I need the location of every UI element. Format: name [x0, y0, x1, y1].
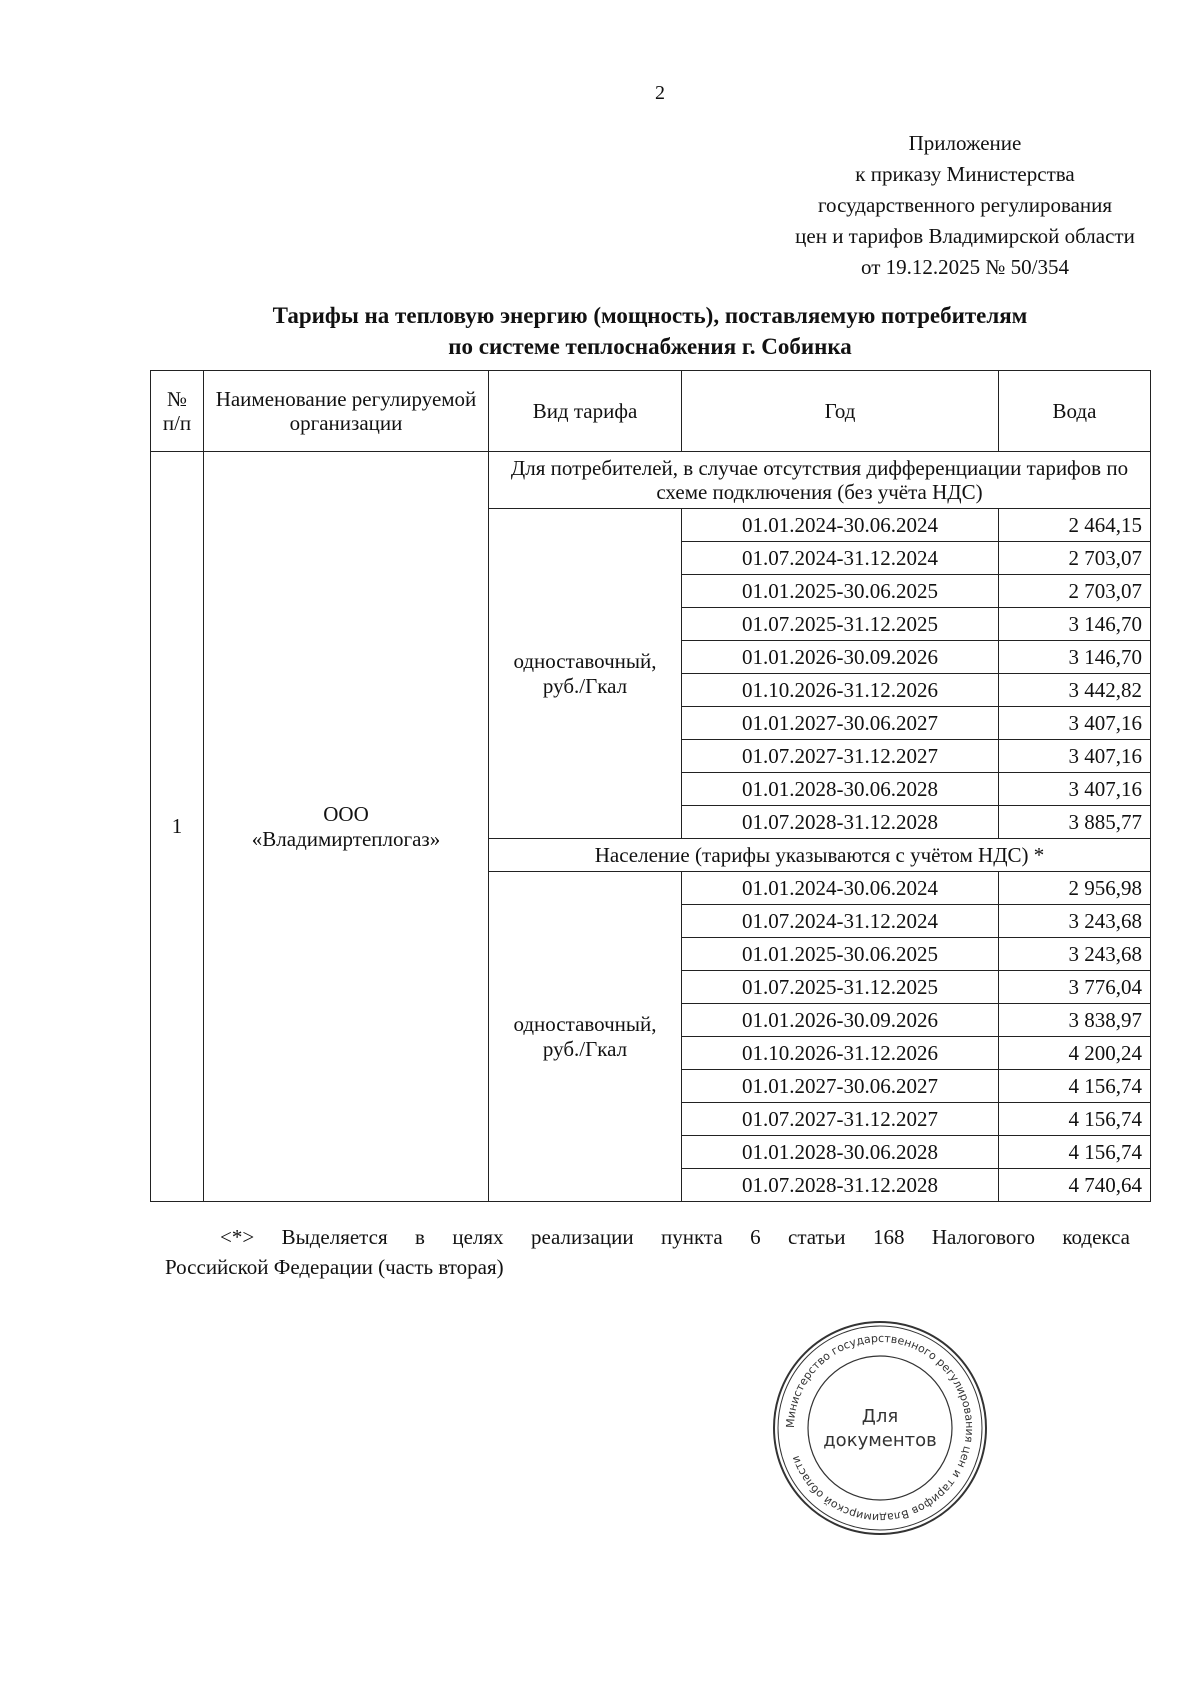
document-title: [150, 300, 1150, 362]
title-line: Тарифы на тепловую энергию (мощность), поставляемую потребителям: [272, 303, 1028, 328]
stamp-center-line: документов: [823, 1430, 937, 1451]
tariff-value-cell: 4 156,74: [999, 1103, 1151, 1136]
tariff-value-cell: 4 740,64: [999, 1169, 1151, 1202]
section1-tariff-type: [489, 509, 682, 839]
period-cell: 01.01.2024-30.06.2024: [682, 509, 999, 542]
appendix-line: от 19.12.2025 № 50/354: [860, 255, 1070, 279]
tariff-value-cell: 4 156,74: [999, 1070, 1151, 1103]
appendix-line: Приложение: [908, 131, 1022, 155]
period-cell: 01.07.2027-31.12.2027: [682, 740, 999, 773]
tariff-value-cell: 2 703,07: [999, 542, 1151, 575]
tariff-value-cell: 3 407,16: [999, 773, 1151, 806]
header-num: № п/п: [151, 371, 204, 452]
header-year: Год: [682, 371, 999, 452]
header-org: Наименование регулируемой организации: [204, 371, 489, 452]
footnote-line: <*> Выделяется в целях реализации пункта 6 статьи 168 Налогового кодекса: [220, 1225, 1130, 1249]
period-cell: 01.01.2024-30.06.2024: [682, 872, 999, 905]
section2-title: Население (тарифы указываются с учётом НДС) *: [489, 839, 1151, 872]
tariff-value-cell: 3 776,04: [999, 971, 1151, 1004]
tariff-table: [150, 370, 1151, 1202]
stamp-ring-text: Министерство государственного регулирования цен и тарифов Владимирской области: [783, 1331, 977, 1525]
tariff-type-unit: руб./Гкал: [542, 673, 628, 698]
tariff-value-cell: 3 146,70: [999, 608, 1151, 641]
period-cell: 01.01.2028-30.06.2028: [682, 773, 999, 806]
header-type: Вид тарифа: [489, 371, 682, 452]
period-cell: 01.01.2026-30.09.2026: [682, 1004, 999, 1037]
page-number: 2: [655, 82, 665, 104]
tariff-value-cell: 3 243,68: [999, 938, 1151, 971]
period-cell: 01.07.2028-31.12.2028: [682, 1169, 999, 1202]
tariff-value-cell: 3 407,16: [999, 707, 1151, 740]
period-cell: 01.01.2025-30.06.2025: [682, 575, 999, 608]
tariff-value-cell: 3 885,77: [999, 806, 1151, 839]
appendix-line: цен и тарифов Владимирской области: [795, 224, 1135, 248]
section2-tariff-type: [489, 872, 682, 1202]
tariff-value-cell: 2 703,07: [999, 575, 1151, 608]
tariff-type-line: одноставочный,: [513, 648, 657, 673]
row-number: 1: [151, 452, 204, 1202]
footnote-line: Российской Федерации (часть вторая): [165, 1255, 504, 1279]
period-cell: 01.10.2026-31.12.2026: [682, 1037, 999, 1070]
appendix-block: [700, 128, 1200, 283]
tariff-value-cell: 4 200,24: [999, 1037, 1151, 1070]
period-cell: 01.10.2026-31.12.2026: [682, 674, 999, 707]
footnote: [165, 1222, 1130, 1282]
tariff-type-line: одноставочный,: [513, 1011, 657, 1036]
title-line: по системе теплоснабжения г. Собинка: [448, 334, 852, 359]
tariff-value-cell: 3 407,16: [999, 740, 1151, 773]
table-body: [151, 452, 1151, 1202]
tariff-value-cell: 3 146,70: [999, 641, 1151, 674]
tariff-value-cell: 3 442,82: [999, 674, 1151, 707]
organization-cell: [204, 452, 489, 1202]
tariff-value-cell: 4 156,74: [999, 1136, 1151, 1169]
period-cell: 01.01.2027-30.06.2027: [682, 1070, 999, 1103]
stamp: [770, 1318, 990, 1538]
stamp-center-line: Для: [861, 1406, 899, 1427]
tariff-value-cell: 3 243,68: [999, 905, 1151, 938]
period-cell: 01.01.2027-30.06.2027: [682, 707, 999, 740]
tariff-value-cell: 3 838,97: [999, 1004, 1151, 1037]
period-cell: 01.01.2025-30.06.2025: [682, 938, 999, 971]
appendix-line: государственного регулирования: [817, 193, 1113, 217]
tariff-value-cell: 2 956,98: [999, 872, 1151, 905]
section1-title: Для потребителей, в случае отсутствия дифференциации тарифов по схеме подключения (без учёта НДС): [489, 452, 1151, 509]
period-cell: 01.07.2024-31.12.2024: [682, 905, 999, 938]
appendix-line: к приказу Министерства: [855, 162, 1075, 186]
period-cell: 01.07.2025-31.12.2025: [682, 971, 999, 1004]
period-cell: 01.01.2028-30.06.2028: [682, 1136, 999, 1169]
period-cell: 01.07.2027-31.12.2027: [682, 1103, 999, 1136]
organization-name: «Владимиртеплогаз»: [251, 826, 441, 851]
period-cell: 01.07.2024-31.12.2024: [682, 542, 999, 575]
tariff-value-cell: 2 464,15: [999, 509, 1151, 542]
period-cell: 01.07.2025-31.12.2025: [682, 608, 999, 641]
table-header-row: [151, 371, 1151, 452]
stamp-seal-icon: [770, 1318, 990, 1538]
period-cell: 01.07.2028-31.12.2028: [682, 806, 999, 839]
header-water: Вода: [999, 371, 1151, 452]
section1-title-row: [151, 452, 1151, 509]
tariff-type-unit: руб./Гкал: [542, 1036, 628, 1061]
period-cell: 01.01.2026-30.09.2026: [682, 641, 999, 674]
organization-line: ООО: [323, 801, 369, 826]
